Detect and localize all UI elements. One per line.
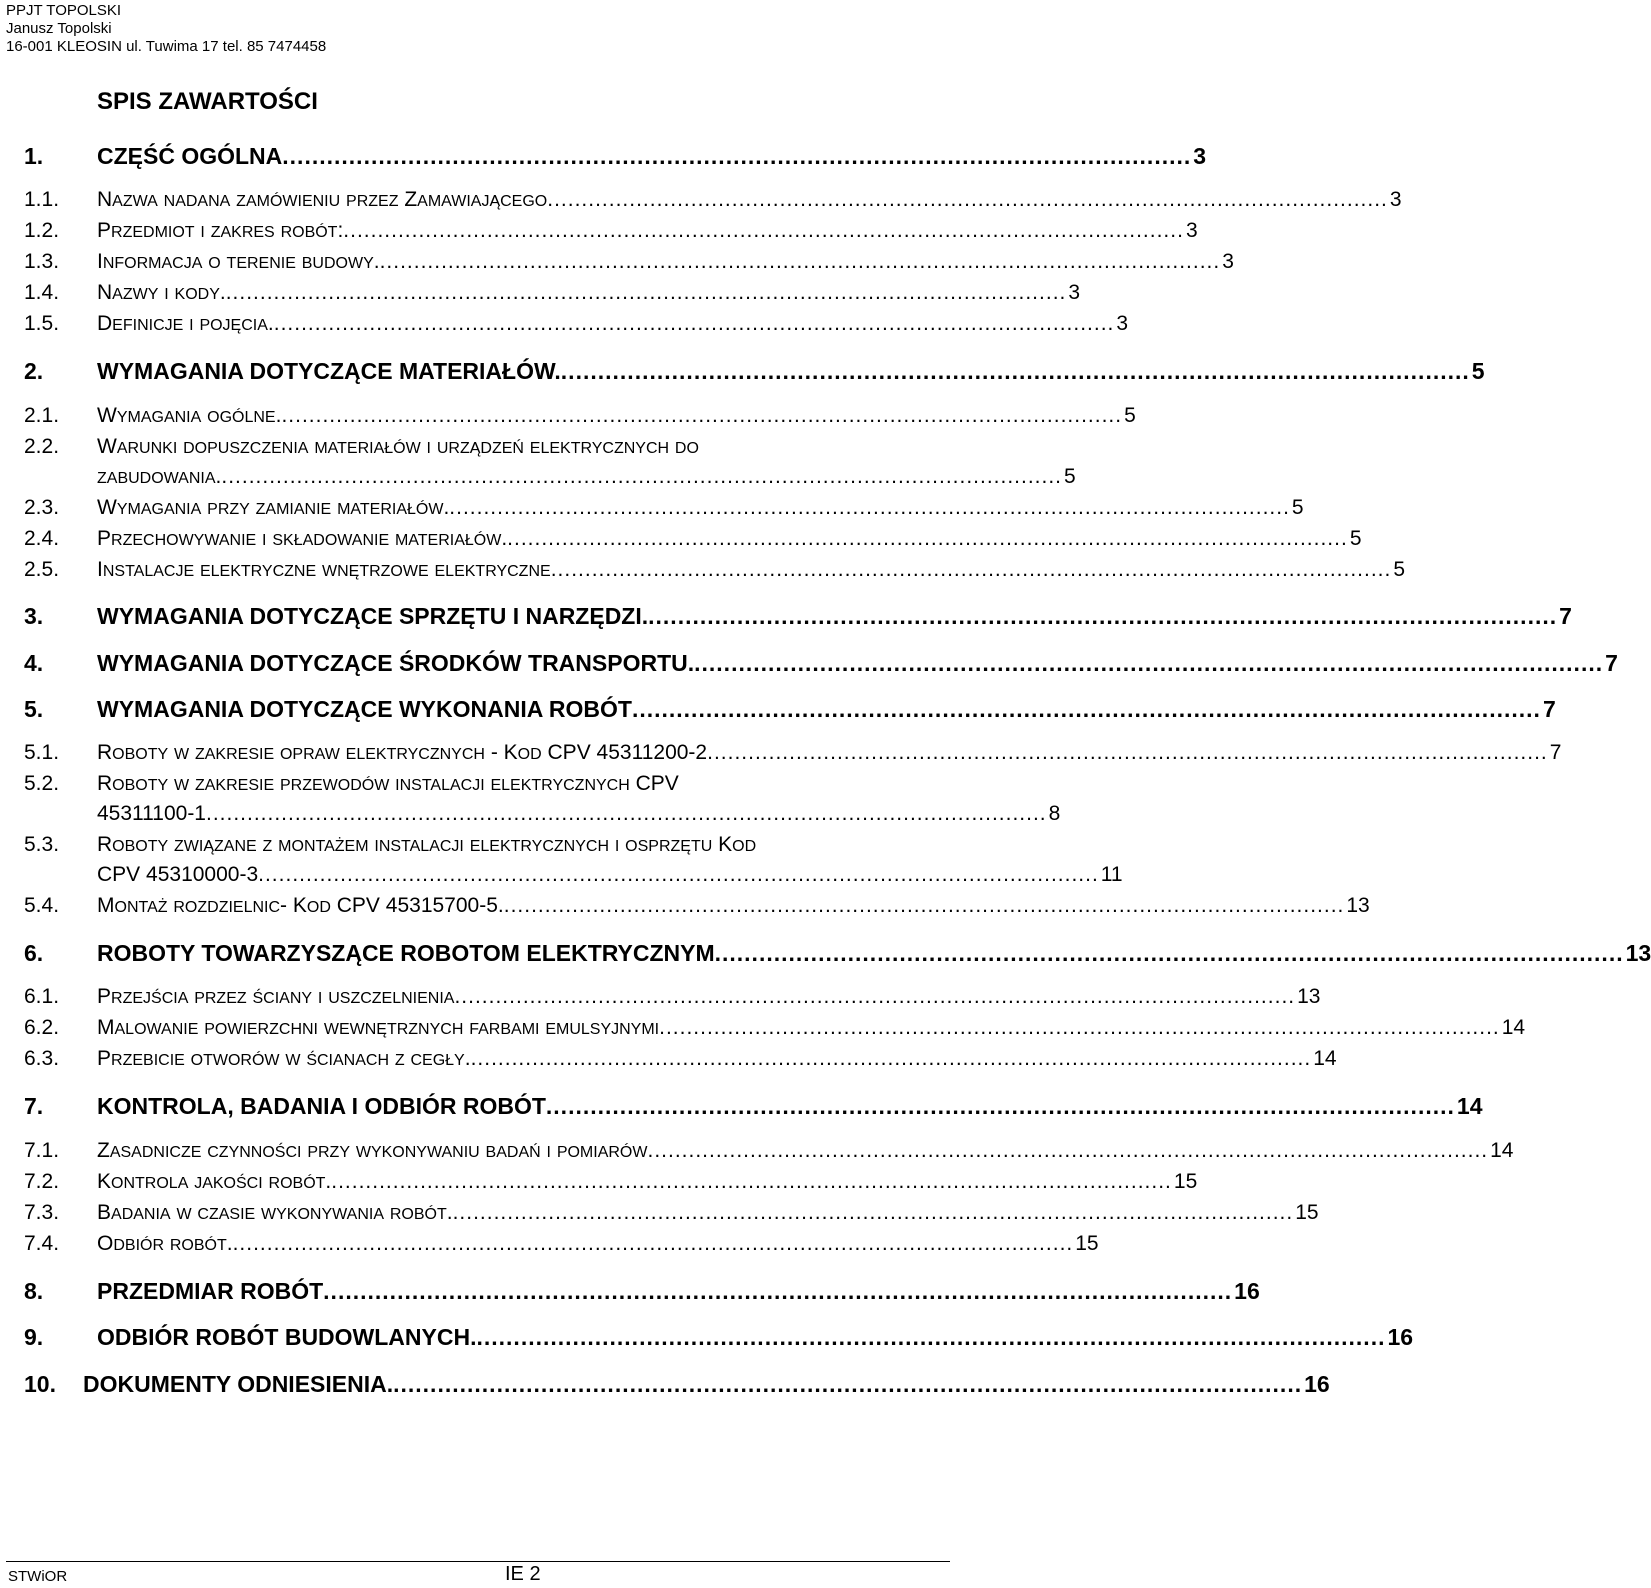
dot-leader: ........................................................................................................................... (225, 281, 1067, 304)
entry-label: WYMAGANIA OGÓLNE. (97, 404, 282, 427)
dot-leader: ........................................................................................................................... (631, 696, 1541, 722)
entry-page: 3 (1068, 281, 1081, 304)
toc-entry[interactable] (24, 1201, 1319, 1225)
document-header (6, 2, 326, 56)
entry-page: 5 (1393, 558, 1406, 581)
dot-leader: ........................................................................................................................... (454, 985, 1296, 1008)
entry-label: PRZEDMIOT I ZAKRES ROBÓT: (97, 219, 344, 242)
entry-label: PRZEBICIE OTWORÓW W ŚCIANACH Z CEGŁY. (97, 1047, 471, 1070)
entry-number: 5.1. (24, 741, 60, 764)
toc-entry[interactable] (24, 1324, 1414, 1351)
entry-number: 5.3. (24, 833, 60, 856)
entry-page: 5 (1291, 496, 1304, 519)
entry-number: 5.2. (24, 772, 60, 795)
footer-section-id: IE 2 (505, 1563, 541, 1585)
entry-page: 3 (1185, 219, 1198, 242)
entry-label: ROBOTY W ZAKRESIE OPRAW ELEKTRYCZNYCH - KOD CPV 45311200-2 (97, 741, 708, 764)
dot-leader: ........................................................................................................................... (258, 863, 1099, 886)
toc-entry[interactable] (24, 312, 1129, 336)
toc-entry[interactable] (24, 404, 1136, 428)
entry-label: MALOWANIE POWIERZCHNI WEWNĘTRZNYCH FARBAMI EMULSYJNYMI (97, 1016, 660, 1039)
toc-entry[interactable] (24, 985, 1321, 1009)
entry-label: ROBOTY W ZAKRESIE PRZEWODÓW INSTALACJI ELEKTRYCZNYCH CPV (97, 772, 679, 795)
entry-label: DOKUMENTY ODNIESIENIA. (83, 1371, 394, 1397)
entry-page: 5 (1349, 527, 1362, 550)
entry-number: 7.2. (24, 1170, 60, 1193)
dot-leader: ........................................................................................................................... (648, 603, 1558, 629)
entry-label-continuation: CPV 45310000-3 (97, 863, 259, 886)
entry-label: INFORMACJA O TERENIE BUDOWY. (97, 250, 380, 273)
toc-entry[interactable] (24, 772, 947, 796)
toc-entry[interactable] (24, 188, 1402, 212)
dot-leader: ........................................................................................................................... (470, 1047, 1312, 1070)
entry-label-continuation: ZABUDOWANIA. (97, 465, 222, 488)
toc-entry-continuation[interactable] (97, 863, 1123, 887)
dot-leader: ........................................................................................................................... (281, 404, 1123, 427)
entry-page: 3 (1193, 143, 1207, 169)
dot-leader: ........................................................................................................................... (452, 1201, 1294, 1224)
entry-label: ZASADNICZE CZYNNOŚCI PRZY WYKONYWANIU BADAŃ I POMIARÓW (97, 1139, 648, 1162)
entry-page: 16 (1234, 1278, 1260, 1304)
entry-number: 5. (24, 696, 44, 722)
entry-number: 7.3. (24, 1201, 60, 1224)
toc-entry[interactable] (24, 143, 1207, 170)
toc-entry[interactable] (24, 496, 1304, 520)
toc-entry[interactable] (24, 1016, 1526, 1040)
entry-label: ROBOTY TOWARZYSZĄCE ROBOTOM ELEKTRYCZNYM (97, 940, 715, 966)
entry-number: 10. (24, 1371, 56, 1397)
toc-entry[interactable] (24, 833, 947, 857)
entry-number: 2.5. (24, 558, 60, 581)
entry-label: WARUNKI DOPUSZCZENIA MATERIAŁÓW I URZĄDZEŃ ELEKTRYCZNYCH DO (97, 435, 699, 458)
toc-entry[interactable] (24, 358, 1485, 385)
toc-entry[interactable] (24, 219, 1198, 243)
entry-page: 3 (1222, 250, 1234, 273)
toc-entry[interactable] (24, 940, 1651, 967)
dot-leader: ........................................................................................................................... (379, 250, 1221, 273)
toc-entry[interactable] (24, 1278, 1260, 1305)
entry-label: WYMAGANIA PRZY ZAMIANIE MATERIAŁÓW. (97, 496, 450, 519)
entry-label: MONTAŻ ROZDZIELNIC- KOD CPV 45315700-5. (97, 894, 504, 917)
header-address: 16-001 KLEOSIN ul. Tuwima 17 tel. 85 7474458 (6, 38, 327, 55)
toc-entry[interactable] (24, 696, 1556, 723)
entry-number: 9. (24, 1324, 44, 1350)
toc-entry[interactable] (24, 603, 1572, 630)
entry-number: 2.1. (24, 404, 60, 427)
toc-entry[interactable] (24, 435, 947, 459)
entry-label: KONTROLA, BADANIA I ODBIÓR ROBÓT (97, 1093, 546, 1119)
entry-page: 8 (1048, 802, 1061, 825)
footer-document-code: STWiOR (8, 1568, 68, 1585)
entry-number: 1.3. (24, 250, 60, 273)
dot-leader: ........................................................................................................................... (647, 1139, 1489, 1162)
entry-number: 6.3. (24, 1047, 60, 1070)
dot-leader: ........................................................................................................................... (221, 465, 1063, 488)
dot-leader: ........................................................................................................................... (550, 558, 1392, 581)
entry-label: ODBIÓR ROBÓT BUDOWLANYCH. (97, 1324, 477, 1350)
toc-entry[interactable] (24, 1047, 1337, 1071)
entry-number: 2. (24, 358, 44, 384)
toc-entry[interactable] (24, 1371, 1330, 1398)
entry-page: 13 (1297, 985, 1321, 1008)
entry-label: ROBOTY ZWIĄZANE Z MONTAŻEM INSTALACJI ELEKTRYCZNYCH I OSPRZĘTU KOD (97, 833, 757, 856)
entry-number: 8. (24, 1278, 44, 1304)
dot-leader: ........................................................................................................................... (694, 650, 1604, 676)
footer-divider (6, 1561, 950, 1562)
entry-label: WYMAGANIA DOTYCZĄCE MATERIAŁÓW. (97, 358, 561, 384)
entry-number: 2.3. (24, 496, 60, 519)
entry-page: 11 (1100, 863, 1123, 886)
entry-page: 5 (1471, 358, 1485, 384)
dot-leader: ........................................................................................................................... (331, 1170, 1172, 1193)
dot-leader: ........................................................................................................................... (393, 1371, 1303, 1397)
entry-label: WYMAGANIA DOTYCZĄCE WYKONANIA ROBÓT (97, 696, 632, 722)
entry-label: NAZWA NADANA ZAMÓWIENIU PRZEZ ZAMAWIAJĄCEGO (97, 188, 548, 211)
dot-leader: ........................................................................................................................... (232, 1232, 1074, 1255)
toc-entry[interactable] (24, 250, 1234, 274)
dot-leader: ........................................................................................................................... (714, 940, 1624, 966)
entry-page: 14 (1490, 1139, 1514, 1162)
entry-label: PRZEDMIAR ROBÓT (97, 1278, 324, 1304)
entry-label: ODBIÓR ROBÓT. (97, 1232, 233, 1255)
dot-leader: ........................................................................................................................... (659, 1016, 1500, 1039)
toc-entry[interactable] (24, 1093, 1483, 1120)
dot-leader: ........................................................................................................................... (707, 741, 1548, 764)
entry-number: 1.2. (24, 219, 60, 242)
entry-number: 2.2. (24, 435, 60, 458)
dot-leader: ........................................................................................................................... (507, 527, 1348, 550)
toc-entry[interactable] (24, 741, 1562, 765)
toc-entry[interactable] (24, 558, 1406, 582)
toc-entry[interactable] (24, 527, 1362, 551)
toc-entry[interactable] (24, 1139, 1514, 1163)
entry-number: 7. (24, 1093, 44, 1119)
toc-title: SPIS ZAWARTOŚCI (97, 88, 318, 115)
entry-label: DEFINICJE I POJĘCIA. (97, 312, 274, 335)
dot-leader: ........................................................................................................................... (323, 1278, 1233, 1304)
entry-page: 7 (1549, 741, 1562, 764)
dot-leader: ........................................................................................................................... (547, 188, 1388, 211)
entry-label: BADANIA W CZASIE WYKONYWANIA ROBÓT. (97, 1201, 453, 1224)
entry-label-continuation: 45311100-1 (97, 802, 206, 825)
entry-page: 13 (1625, 940, 1651, 966)
entry-page: 3 (1116, 312, 1129, 335)
toc-entry-continuation[interactable] (97, 802, 1061, 826)
entry-number: 3. (24, 603, 44, 629)
dot-leader: ........................................................................................................................... (206, 802, 1047, 825)
entry-page: 14 (1456, 1093, 1483, 1119)
dot-leader: ........................................................................................................................... (273, 312, 1115, 335)
dot-leader: ........................................................................................................................... (560, 358, 1470, 384)
toc-entry[interactable] (24, 894, 1370, 918)
entry-number: 6.1. (24, 985, 60, 1008)
entry-number: 4. (24, 650, 44, 676)
entry-number: 7.1. (24, 1139, 60, 1162)
toc-entry[interactable] (24, 650, 1618, 677)
entry-number: 7.4. (24, 1232, 60, 1255)
toc-entry-continuation[interactable] (97, 465, 1076, 489)
toc-entry[interactable] (24, 1170, 1198, 1194)
entry-page: 13 (1346, 894, 1370, 917)
entry-page: 7 (1559, 603, 1572, 629)
entry-label: PRZEJŚCIA PRZEZ ŚCIANY I USZCZELNIENIA (97, 985, 455, 1008)
entry-page: 14 (1313, 1047, 1337, 1070)
entry-page: 14 (1501, 1016, 1526, 1039)
entry-page: 7 (1542, 696, 1556, 722)
entry-page: 15 (1075, 1232, 1099, 1255)
entry-number: 1.5. (24, 312, 60, 335)
entry-page: 5 (1064, 465, 1076, 488)
entry-number: 1.4. (24, 281, 60, 304)
dot-leader: ........................................................................................................................... (503, 894, 1345, 917)
entry-label: WYMAGANIA DOTYCZĄCE SPRZĘTU I NARZĘDZI. (97, 603, 649, 629)
toc-entry[interactable] (24, 1232, 1099, 1256)
entry-page: 7 (1605, 650, 1618, 676)
header-name: Janusz Topolski (6, 20, 112, 37)
entry-label: NAZWY I KODY. (97, 281, 226, 304)
entry-number: 1. (24, 143, 44, 169)
entry-page: 15 (1295, 1201, 1319, 1224)
dot-leader: ........................................................................................................................... (545, 1093, 1455, 1119)
entry-page: 15 (1173, 1170, 1198, 1193)
entry-page: 16 (1304, 1371, 1330, 1397)
dot-leader: ........................................................................................................................... (282, 143, 1192, 169)
dot-leader: ........................................................................................................................... (449, 496, 1290, 519)
dot-leader: ........................................................................................................................... (343, 219, 1184, 242)
entry-page: 16 (1387, 1324, 1414, 1350)
entry-number: 5.4. (24, 894, 60, 917)
entry-number: 2.4. (24, 527, 60, 550)
entry-label: CZĘŚĆ OGÓLNA (97, 143, 283, 169)
entry-number: 6.2. (24, 1016, 60, 1039)
entry-number: 6. (24, 940, 44, 966)
header-company: PPJT TOPOLSKI (6, 2, 122, 19)
entry-label: INSTALACJE ELEKTRYCZNE WNĘTRZOWE ELEKTRYCZNE (97, 558, 551, 581)
entry-page: 5 (1124, 404, 1136, 427)
dot-leader: ........................................................................................................................... (476, 1324, 1386, 1350)
toc-entry[interactable] (24, 281, 1081, 305)
entry-page: 3 (1389, 188, 1402, 211)
entry-label: KONTROLA JAKOŚCI ROBÓT. (97, 1170, 332, 1193)
entry-number: 1.1. (24, 188, 60, 211)
entry-label: WYMAGANIA DOTYCZĄCE ŚRODKÓW TRANSPORTU. (97, 650, 695, 676)
entry-label: PRZECHOWYWANIE I SKŁADOWANIE MATERIAŁÓW. (97, 527, 508, 550)
